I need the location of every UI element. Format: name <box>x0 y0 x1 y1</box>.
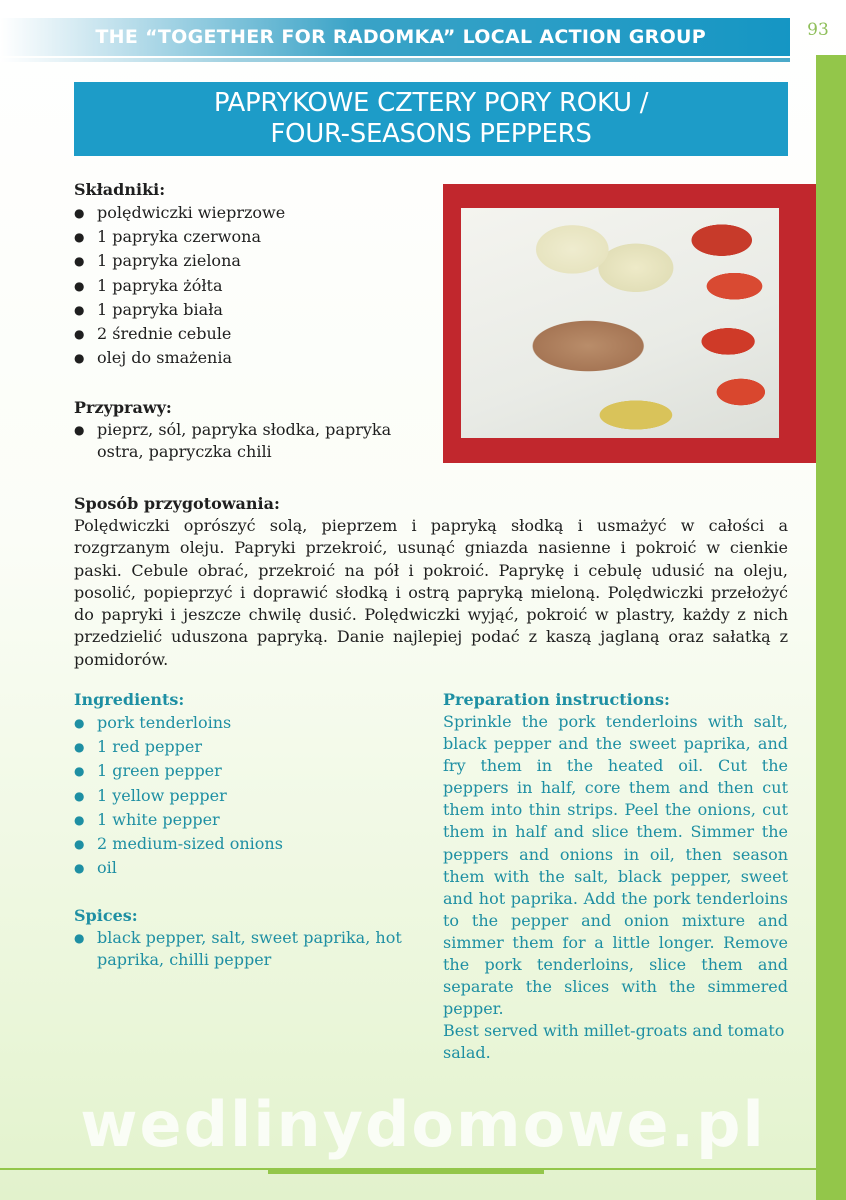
polish-spices-heading: Przyprawy: <box>74 398 172 417</box>
title-line-1: PAPRYKOWE CZTERY PORY ROKU / <box>213 88 649 118</box>
list-item: ● 1 white pepper <box>74 808 424 832</box>
list-item: ● black pepper, salt, sweet paprika, hot paprika, chilli pepper <box>74 927 424 971</box>
header-underline <box>0 58 790 62</box>
english-ingredients <box>74 690 424 880</box>
english-spices-heading: Spices: <box>74 906 138 925</box>
polish-ingredients-heading: Składniki: <box>74 180 166 199</box>
list-item: ● 1 yellow pepper <box>74 784 424 808</box>
english-preparation-heading: Preparation instructions: <box>443 690 670 709</box>
english-serving-text: Best served with millet-groats and tomato salad. <box>443 1021 785 1063</box>
polish-ingredients <box>74 180 434 370</box>
polish-spices <box>74 398 434 463</box>
list-item: ● 2 średnie cebule <box>74 322 434 346</box>
dish-photo-frame <box>443 184 816 463</box>
recipe-title <box>74 82 788 156</box>
list-item: ● 1 papryka żółta <box>74 274 434 298</box>
list-item: ● pieprz, sól, papryka słodka, papryka ostra, papryczka chili <box>74 419 434 463</box>
page-number: 93 <box>807 20 829 40</box>
dish-photo <box>461 208 779 438</box>
english-spices <box>74 906 424 971</box>
header-bar <box>0 18 790 56</box>
list-item: ● 1 papryka czerwona <box>74 225 434 249</box>
english-preparation <box>443 690 788 1065</box>
english-spices-list <box>74 927 424 971</box>
english-ingredients-list <box>74 711 424 880</box>
english-ingredients-heading: Ingredients: <box>74 690 185 709</box>
group-name: THE “TOGETHER FOR RADOMKA” LOCAL ACTION GROUP <box>95 26 706 48</box>
list-item: ● 1 papryka zielona <box>74 249 434 273</box>
list-item: ● olej do smażenia <box>74 346 434 370</box>
list-item: ● 2 medium-sized onions <box>74 832 424 856</box>
english-preparation-text: Sprinkle the pork tenderloins with salt, black pepper and the sweet paprika, and fry them in the heated oil. Cut the peppers in half, core them and then cut them into thin strips. Peel the onions, cut them in half and slice them. Simmer the peppers and onions in oil, then season them with the salt, black pepper, sweet and hot paprika. Add the pork tenderloins to the pepper and onion mixture and simmer them for a little longer. Remove the pork tenderloins, slice them and separate the slices with the simmered pepper. <box>443 712 788 1019</box>
polish-ingredients-list <box>74 201 434 370</box>
polish-spices-list <box>74 419 434 463</box>
list-item: ● 1 red pepper <box>74 735 424 759</box>
footer-block <box>268 1168 544 1174</box>
list-item: ● 1 green pepper <box>74 759 424 783</box>
side-bar <box>816 55 846 1200</box>
list-item: ● polędwiczki wieprzowe <box>74 201 434 225</box>
polish-preparation <box>74 494 788 671</box>
title-line-2: FOUR-SEASONS PEPPERS <box>270 119 592 149</box>
polish-preparation-text: Polędwiczki oprószyć solą, pieprzem i papryką słodką i usmażyć w całości a rozgrzanym oleju. Papryki przekroić, usunąć gniazda nasienne i pokroić w cienkie paski. Cebule obrać, przekroić na pół i pokroić. Paprykę i cebulę udusić na oleju, posolić, popieprzyć i doprawić słodką i ostrą papryką mieloną. Polędwiczki przełożyć do papryki i jeszcze chwilę dusić. Polędwiczki wyjąć, pokroić w plastry, każdy z nich przedzielić uduszona papryką. Danie najlepiej podać z kaszą jaglaną oraz sałatką z pomidorów. <box>74 516 788 669</box>
list-item: ● 1 papryka biała <box>74 298 434 322</box>
list-item: ● oil <box>74 856 424 880</box>
watermark: wedlinydomowe.pl <box>80 1088 766 1161</box>
list-item: ● pork tenderloins <box>74 711 424 735</box>
polish-preparation-heading: Sposób przygotowania: <box>74 494 280 513</box>
